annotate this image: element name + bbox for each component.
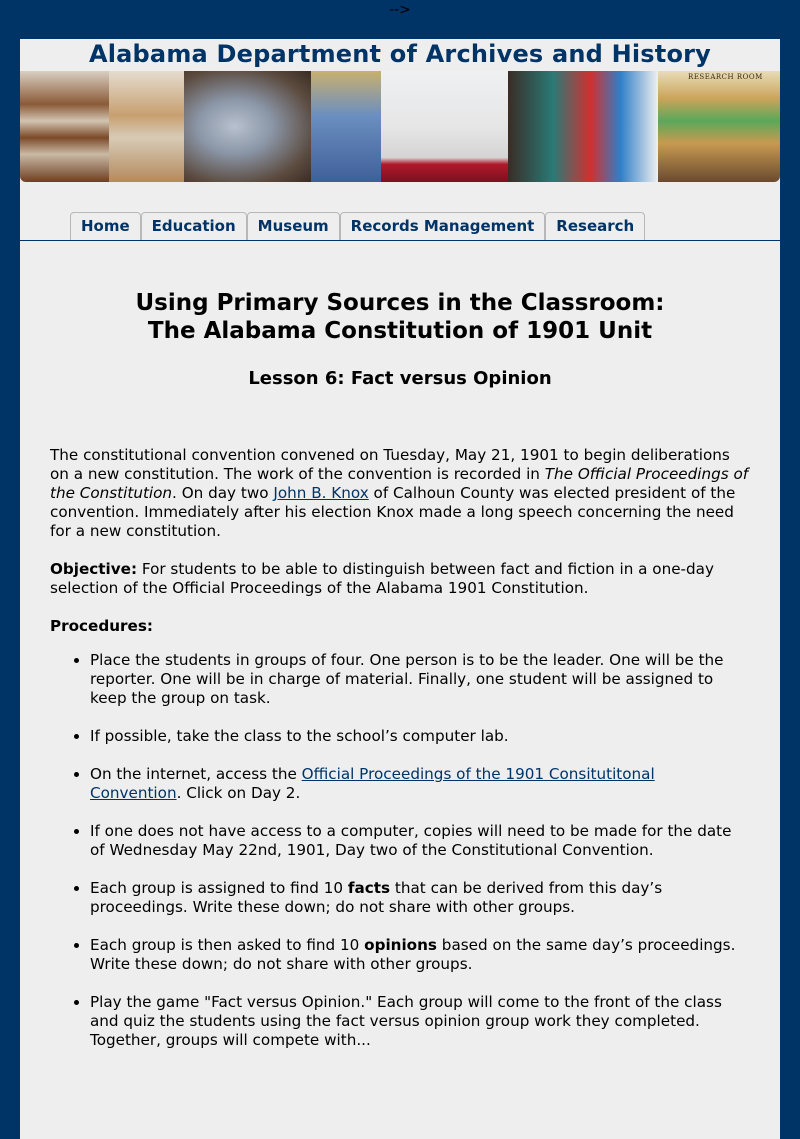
procedures-label: Procedures:: [50, 617, 153, 635]
page-title: [50, 289, 750, 345]
banner-school-group: [508, 71, 658, 182]
tab-education[interactable]: Education: [141, 212, 247, 240]
tab-records-management[interactable]: Records Management: [340, 212, 546, 240]
header-banner-image: [20, 71, 780, 182]
list-item: [90, 765, 750, 803]
item6-text: Each group is then asked to find 10: [90, 936, 365, 954]
list-item: • If one does not have access to a computer, copies will need to be made for the date of Wednesday May 22nd, 1901, Day two of the Constitutional Convention.: [90, 822, 750, 860]
list-item: [90, 936, 750, 974]
banner-research-room: [658, 71, 780, 182]
facts-emphasis: facts: [347, 879, 391, 897]
intro-text-2: . On day two: [172, 484, 274, 502]
john-knox-link[interactable]: John B. Knox: [273, 484, 369, 502]
item5-text: Each group is assigned to find 10: [90, 879, 348, 897]
html-comment-remnant: -->: [389, 2, 411, 18]
main-content: [20, 289, 780, 1050]
research-room-sign: RESEARCH ROOM: [688, 73, 763, 81]
item6-text-post: based on the same day’s proceedings. Write these down; do not share with other groups.: [90, 936, 736, 973]
tab-research[interactable]: Research: [545, 212, 645, 240]
tab-museum[interactable]: Museum: [247, 212, 340, 240]
objective-paragraph: [50, 560, 750, 598]
list-item: • Play the game "Fact versus Opinion." Each group will come to the front of the class and quiz the students using the fact versus opinion group work they completed. Together, groups will compete with...: [90, 993, 750, 1050]
item5-text-post: that can be derived from this day’s proceedings. Write these down; do not share with other groups.: [90, 879, 663, 916]
main-nav: [20, 182, 780, 241]
list-item: • If possible, take the class to the school’s computer lab.: [90, 727, 750, 746]
objective-text: For students to be able to distinguish between fact and fiction in a one-day selection of the Official Proceedings of the Alabama 1901 Constitution.: [50, 560, 714, 597]
page-title-line1: Using Primary Sources in the Classroom:: [135, 290, 665, 316]
banner-archive-shelves: [20, 71, 109, 182]
site-title[interactable]: Alabama Department of Archives and History: [88, 40, 712, 68]
intro-paragraph: [50, 446, 750, 541]
procedures-list: [50, 651, 750, 1050]
banner-visitor: [311, 71, 381, 182]
banner-archive-boxes: [109, 71, 184, 182]
banner-researcher-laptop: [184, 71, 311, 182]
page-container: [20, 39, 780, 1139]
opinions-emphasis: opinions: [364, 936, 437, 954]
official-proceedings-link[interactable]: Official Proceedings of the 1901 Consitutitonal Convention: [90, 765, 655, 802]
item3-text-post: . Click on Day 2.: [176, 784, 301, 802]
proceedings-title: The Official Proceedings of the Constitution: [50, 465, 749, 502]
objective-label: Objective:: [50, 560, 138, 578]
nav-tabs: [70, 212, 645, 240]
item3-text: On the internet, access the: [90, 765, 302, 783]
lesson-subtitle: Lesson 6: Fact versus Opinion: [248, 368, 552, 389]
banner-archives-building: [381, 71, 508, 182]
intro-text-1: The constitutional convention convened on Tuesday, May 21, 1901 to begin deliberations on a new constitution. The work of the convention is recorded in: [50, 446, 730, 483]
list-item: [90, 879, 750, 917]
list-item: • Place the students in groups of four. One person is to be the leader. One will be the reporter. One will be in charge of material. Finally, one student will be assigned to keep the group on task.: [90, 651, 750, 708]
intro-text-3: of Calhoun County was elected president of the convention. Immediately after his election Knox made a long speech concerning the need for a new constitution.: [50, 484, 736, 540]
page-title-line2: The Alabama Constitution of 1901 Unit: [147, 318, 653, 344]
tab-home[interactable]: Home: [70, 212, 141, 240]
